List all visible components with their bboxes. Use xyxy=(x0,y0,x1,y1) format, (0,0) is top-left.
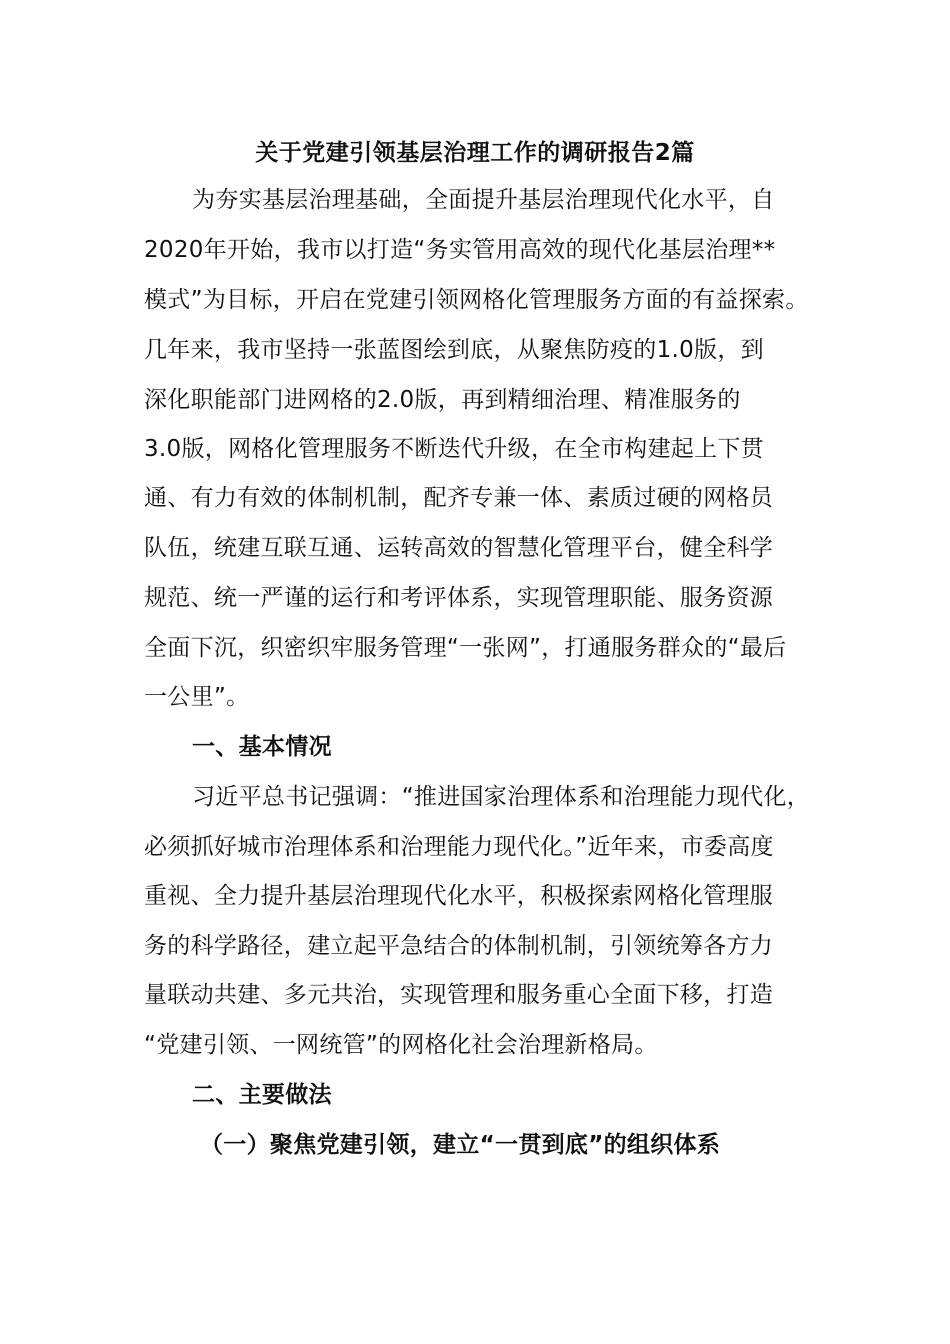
intro-line-3: 模式”为目标，开启在党建引领网格化管理服务方面的有益探索。 xyxy=(144,287,809,313)
intro-line-2: 2020年开始，我市以打造“务实管用高效的现代化基层治理** xyxy=(144,237,776,263)
section-1-line-4: 务的科学路径，建立起平急结合的体制机制，引领统筹各方力 xyxy=(144,933,774,959)
section-1-line-2: 必须抓好城市治理体系和治理能力现代化。”近年来，市委高度 xyxy=(144,834,774,860)
document-title: 关于党建引领基层治理工作的调研报告2篇 xyxy=(255,140,695,166)
section-1-heading: 一、基本情况 xyxy=(192,734,332,760)
section-1-line-3: 重视、全力提升基层治理现代化水平，积极探索网格化管理服 xyxy=(144,883,774,909)
intro-line-1: 为夯实基层治理基础，全面提升基层治理现代化水平，自 xyxy=(192,187,775,213)
section-2-heading: 二、主要做法 xyxy=(192,1082,332,1108)
intro-line-10: 全面下沉，织密织牢服务管理“一张网”，打通服务群众的“最后 xyxy=(144,635,787,661)
section-1-line-1: 习近平总书记强调：“推进国家治理体系和治理能力现代化， xyxy=(192,784,811,810)
intro-line-6: 3.0版，网格化管理服务不断迭代升级，在全市构建起上下贯 xyxy=(144,436,764,462)
section-1-line-6: “党建引领、一网统管”的网格化社会治理新格局。 xyxy=(144,1032,658,1058)
intro-line-9: 规范、统一严谨的运行和考评体系，实现管理职能、服务资源 xyxy=(144,585,774,611)
intro-line-4: 几年来，我市坚持一张蓝图绘到底，从聚焦防疫的1.0版，到 xyxy=(144,337,764,363)
intro-line-11: 一公里”。 xyxy=(144,684,250,710)
intro-line-5: 深化职能部门进网格的2.0版，再到精细治理、精准服务的 xyxy=(144,387,741,413)
subsection-1-heading: （一）聚焦党建引领，建立“一贯到底”的组织体系 xyxy=(200,1132,721,1158)
intro-line-7: 通、有力有效的体制机制，配齐专兼一体、素质过硬的网格员 xyxy=(144,485,774,511)
intro-line-8: 队伍，统建互联互通、运转高效的智慧化管理平台，健全科学 xyxy=(144,535,774,561)
section-1-line-5: 量联动共建、多元共治，实现管理和服务重心全面下移，打造 xyxy=(144,982,774,1008)
